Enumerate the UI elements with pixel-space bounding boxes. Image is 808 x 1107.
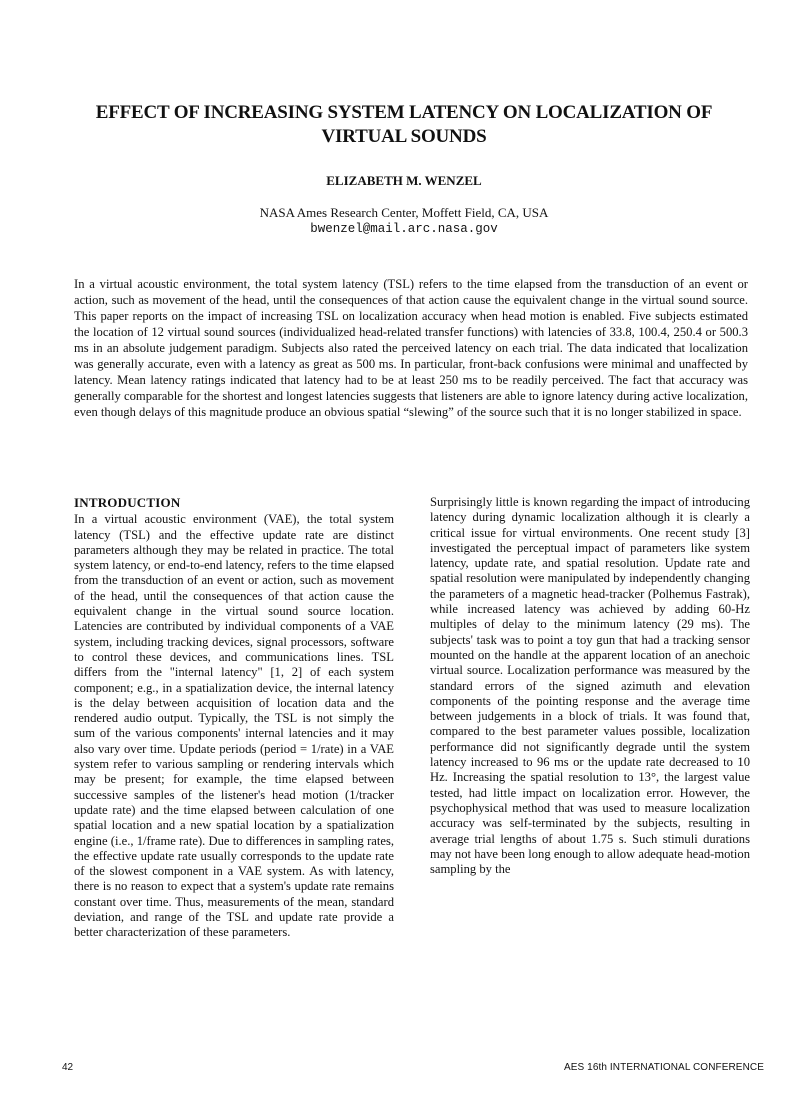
page-number: 42 bbox=[62, 1062, 74, 1073]
abstract: In a virtual acoustic environment, the total system latency (TSL) refers to the time elapsed from the transduction of an event or action, such as movement of the head, until the consequences of that action cause the equivalent change in the virtual sound source. This paper reports on the impact of increasing TSL on localization accuracy when head motion is enabled. Five subjects estimated the location of 12 virtual sound sources (individualized head-related transfer functions) with latencies of 33.8, 100.4, 250.4 or 500.3 ms in an absolute judgement paradigm. Subjects also rated the perceived latency on each trial. The data indicated that localization was generally accurate, even with a latency as great as 500 ms. In particular, front-back confusions were minimal and unaffected by latency. Mean latency ratings indicated that latency had to be at least 250 ms to be readily perceived. The fact that accuracy was generally comparable for the shortest and longest latencies suggests that listeners are able to ignore latency during active localization, even though delays of this magnitude produce an obvious spatial “slewing” of the source such that it is no longer stabilized in space. bbox=[74, 277, 748, 420]
affiliation: NASA Ames Research Center, Moffett Field, CA, USA bbox=[259, 205, 549, 220]
intro-paragraph-1: In a virtual acoustic environment (VAE), the total system latency (TSL) and the effective update rate are distinct parameters although they may be related in practice. The total system latency, or end-to-end latency, refers to the time elapsed from the transduction of an event or action, such as movement of the head, until the consequences of that action cause the equivalent change in the virtual sound source location. Latencies are contributed by individual components of a VAE system, including tracking devices, signal processors, software to control these devices, and communications lines. TSL differs from the "internal latency" [1, 2] of each system component; e.g., in a spatialization device, the internal latency is the delay between acquisition of location data and the rendered audio output. Typically, the TSL is not simply the sum of the various components' internal latencies and it may also vary over time. Update periods (period = 1/rate) in a VAE system refer to various sampling or rendering intervals which may be present; for example, the time elapsed between successive samples of the listener's head motion (1/tracker update rate) and the time elapsed between calculation of one spatial location and a new spatial location by a spatialization engine (i.e., 1/frame rate). Due to differences in sampling rates, the effective update rate usually corresponds to the update rate of the slowest component in a VAE system. As with latency, there is no reason to expect that a system's update rate remains constant over time. Thus, measurements of the mean, standard deviation, and range of the TSL and update rate provide a better characterization of these parameters. bbox=[74, 512, 394, 940]
conference-footer: AES 16th INTERNATIONAL CONFERENCE bbox=[563, 1062, 764, 1073]
affiliation-block bbox=[0, 205, 808, 237]
right-column bbox=[430, 495, 750, 877]
left-column bbox=[74, 495, 394, 941]
author-name: ELIZABETH M. WENZEL bbox=[326, 173, 482, 188]
intro-paragraph-2: Surprisingly little is known regarding the impact of introducing latency during dynamic localization although it is clearly a critical issue for virtual environments. One recent study [3] investigated the perceptual impact of parameters like system latency, update rate, and spatial resolution. Update rate and spatial resolution were manipulated by independently changing the parameters of a magnetic head-tracker (Polhemus Fastrak), while increased latency was achieved by adding 60-Hz multiples of delay to the minimum latency (29 ms). The subjects' task was to point a toy gun that had a tracking sensor mounted on the handle at the apparent location of an anechoic virtual source. Localization performance was measured by the standard errors of the signed azimuth and elevation components of the pointing response and the average time between judgements in a block of trials. It was found that, compared to the best parameter values possible, localization performance did not significantly degrade until the system latency increased to 96 ms or the update rate decreased to 10 Hz. Increasing the spatial resolution to 13°, the largest value tested, had little impact on localization error. However, the psychophysical method that was used to measure localization accuracy was self-terminated by the subjects, resulting in average trial lengths of about 1.75 s. Such stimuli durations may not have been long enough to allow adequate head-motion sampling by the bbox=[430, 495, 750, 877]
author-email: bwenzel@mail.arc.nasa.gov bbox=[310, 222, 498, 236]
section-heading-introduction: INTRODUCTION bbox=[74, 495, 181, 510]
paper-title: EFFECT OF INCREASING SYSTEM LATENCY ON LOCALIZATION OF VIRTUAL SOUNDS bbox=[95, 102, 713, 147]
